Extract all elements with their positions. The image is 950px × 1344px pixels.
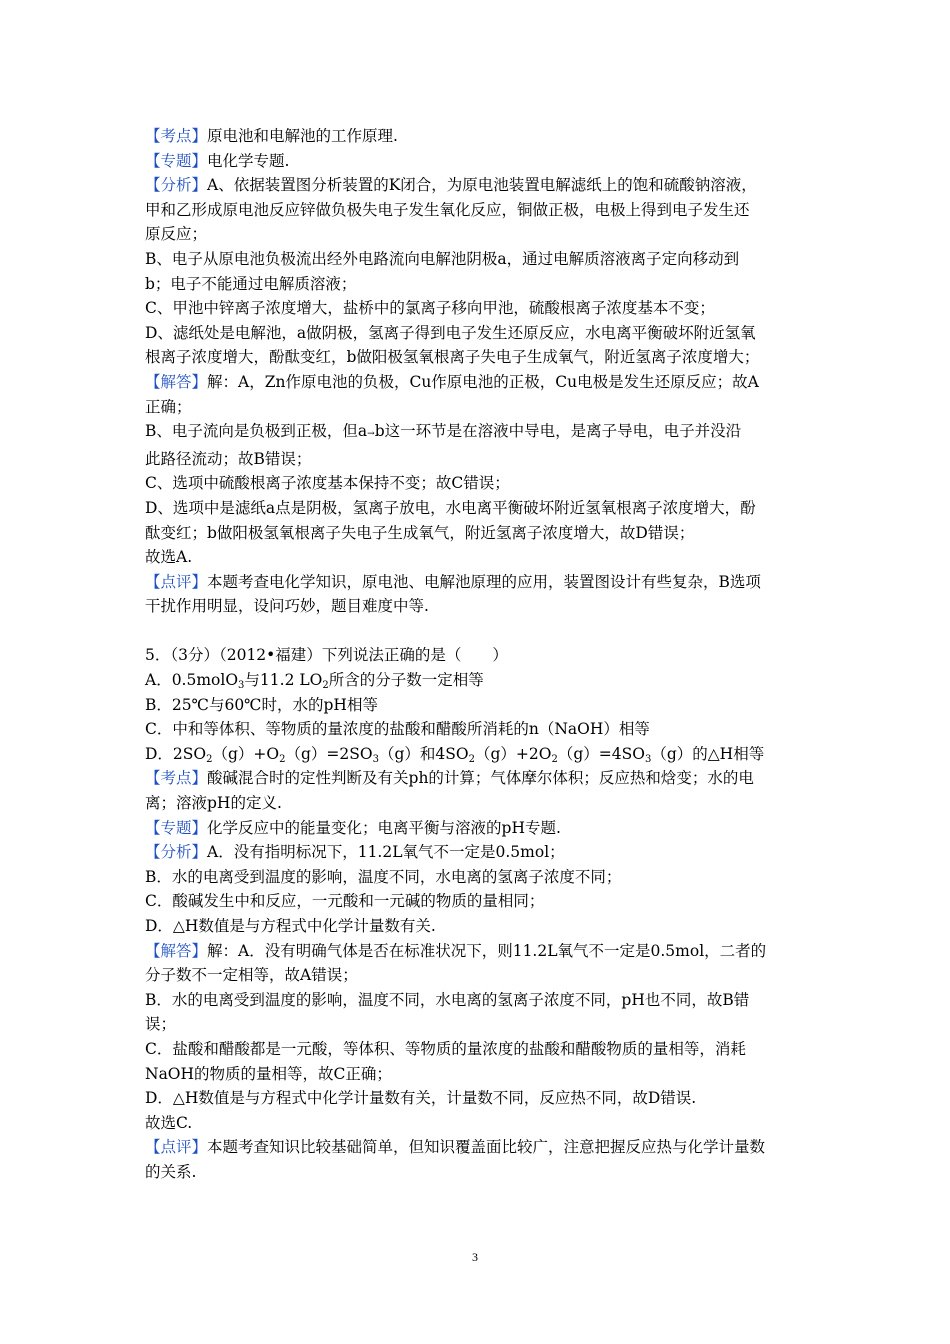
q5-option-d-sub2: 2	[279, 753, 286, 765]
q5-jieda-line-3: B．水的电离受到温度的影响，温度不同，水电离的氢离子浓度不同，pH也不同，故B错	[145, 990, 750, 1009]
q5-option-a-part2: 与11.2 LO	[244, 671, 323, 690]
q5-fenxi-line-1	[145, 840, 810, 865]
q4-fenxi-line-2: 甲和乙形成原电池反应锌做负极失电子发生氧化反应，铜做正极，电极上得到电子发生还	[145, 200, 750, 219]
dianping-tag: 【点评】	[145, 572, 208, 591]
q4-jieda-text-3a: B、电子流向是负极到正极，但a	[145, 422, 368, 441]
q5-fenxi-line-3: C．酸碱发生中和反应，一元酸和一元碱的物质的量相同；	[145, 892, 545, 911]
q4-zhuanti-text: 电化学专题.	[207, 151, 290, 170]
q5-option-d	[145, 742, 810, 767]
q5-fenxi-line-4: D．△H数值是与方程式中化学计量数有关.	[145, 917, 436, 935]
q4-jieda-line-6: D、选项中是滤纸a点是阴极，氢离子放电，水电离平衡破坏附近氢氧根离子浓度增大，酚	[145, 498, 756, 517]
arrow-glyph: →	[367, 429, 375, 440]
zhuanti-tag: 【专题】	[145, 818, 208, 837]
q4-jieda-line-3	[145, 419, 810, 447]
q4-fenxi-line-5: b；电子不能通过电解质溶液；	[145, 274, 357, 293]
page-content	[145, 124, 810, 1185]
q5-kaodian-line-1	[145, 766, 810, 791]
q5-option-d-sub3: 3	[372, 753, 379, 765]
q5-option-d-sub6: 3	[644, 753, 652, 765]
blank-line	[145, 619, 810, 644]
q4-kaodian-text: 原电池和电解池的工作原理.	[207, 127, 398, 145]
q5-option-d-part6: （g）=4SO	[557, 744, 645, 763]
q4-jieda-line-4: 此路径流动；故B错误；	[145, 449, 312, 468]
q4-jieda-line-1	[145, 370, 810, 395]
q4-dianping-text-1: 本题考查电化学知识，原电池、电解池原理的应用，装置图设计有些复杂，B选项	[207, 572, 761, 591]
q5-option-d-part5: （g）+2O	[474, 744, 552, 763]
q4-jieda-line-5: C、选项中硫酸根离子浓度基本保持不变；故C错误；	[145, 474, 510, 493]
q4-dianping-line-1	[145, 570, 810, 595]
q4-jieda-text-3b: b这一环节是在溶液中导电，是离子导电，电子并没沿	[374, 422, 742, 441]
q4-kaodian	[145, 124, 810, 149]
q5-jieda-line-2: 分子数不一定相等，故A错误；	[145, 966, 358, 985]
q5-dianping-text-1: 本题考查知识比较基础简单，但知识覆盖面比较广，注意把握反应热与化学计量数	[207, 1138, 766, 1157]
kaodian-tag: 【考点】	[145, 127, 208, 145]
q5-option-d-part7: （g）的△H相等	[651, 744, 765, 763]
q5-option-d-part1: D．2SO	[145, 744, 207, 763]
q5-jieda-line-1	[145, 939, 810, 964]
q5-fenxi-line-2: B．水的电离受到温度的影响，温度不同，水电离的氢离子浓度不同；	[145, 867, 622, 886]
fenxi-tag: 【分析】	[145, 843, 208, 862]
q4-jieda-line-7: 酞变红；b做阳极氢氧根离子失电子生成氧气，附近氢离子浓度增大，故D错误；	[145, 523, 695, 542]
q5-option-d-part3: （g）=2SO	[285, 744, 373, 763]
q4-fenxi-text-1: A、依据装置图分析装置的K闭合，为原电池装置电解滤纸上的饱和硫酸钠溶液，	[207, 176, 757, 195]
q5-title: 5．（3分）（2012•福建）下列说法正确的是（ ）	[145, 646, 508, 665]
q5-jieda-line-6: NaOH的物质的量相等，故C正确；	[145, 1064, 392, 1083]
q5-dianping-line-1	[145, 1135, 810, 1160]
q5-option-d-sub4: 2	[468, 753, 475, 765]
dianping-tag: 【点评】	[145, 1138, 208, 1157]
q4-fenxi-line-3: 原反应；	[145, 225, 208, 244]
q4-fenxi-line-7: D、滤纸处是电解池，a做阴极，氢离子得到电子发生还原反应，水电离平衡破坏附近氢氧	[145, 323, 756, 342]
q5-option-d-sub1: 2	[206, 753, 213, 765]
q5-fenxi-text-1: A．没有指明标况下，11.2L氧气不一定是0.5mol；	[207, 843, 565, 862]
q4-jieda-text-1: 解：A，Zn作原电池的负极，Cu作原电池的正极，Cu电极是发生还原反应；故A	[207, 372, 759, 391]
q5-option-a	[145, 668, 810, 693]
zhuanti-tag: 【专题】	[145, 151, 208, 170]
q5-option-a-part3: 所含的分子数一定相等	[328, 671, 484, 690]
q4-zhuanti	[145, 149, 810, 174]
q4-fenxi-line-4: B、电子从原电池负极流出经外电路流向电解池阴极a，通过电解质溶液离子定向移动到	[145, 249, 740, 268]
q5-jieda-line-5: C．盐酸和醋酸都是一元酸，等体积、等物质的量浓度的盐酸和醋酸物质的量相等，消耗	[145, 1039, 746, 1058]
q4-fenxi-line-6: C、甲池中锌离子浓度增大，盐桥中的氯离子移向甲池，硫酸根离子浓度基本不变；	[145, 299, 715, 318]
q5-zhuanti-text: 化学反应中的能量变化；电离平衡与溶液的pH专题.	[207, 818, 561, 837]
q5-option-c: C．中和等体积、等物质的量浓度的盐酸和醋酸所消耗的n（NaOH）相等	[145, 720, 650, 739]
page-number: 3	[472, 1250, 478, 1264]
q5-option-a-sub1: 3	[238, 680, 245, 692]
jieda-tag: 【解答】	[145, 941, 208, 960]
q5-jieda-line-4: 误；	[145, 1015, 177, 1034]
fenxi-tag: 【分析】	[145, 176, 208, 195]
q5-dianping-line-2: 的关系.	[145, 1162, 197, 1181]
q4-jieda-line-8: 故选A.	[145, 548, 193, 567]
q5-option-d-part2: （g）+O	[212, 744, 280, 763]
q5-jieda-line-8: 故选C.	[145, 1113, 193, 1132]
q5-kaodian-line-2: 离；溶液pH的定义.	[145, 794, 282, 813]
q5-kaodian-text-1: 酸碱混合时的定性判断及有关ph的计算；气体摩尔体积；反应热和焓变；水的电	[207, 769, 754, 788]
q4-dianping-line-2: 干扰作用明显，设问巧妙，题目难度中等.	[145, 597, 429, 616]
q4-jieda-line-2: 正确；	[145, 397, 192, 416]
q5-option-a-part1: A．0.5molO	[145, 671, 239, 690]
q5-option-b: B．25℃与60℃时，水的pH相等	[145, 695, 378, 714]
q5-option-a-sub2: 2	[322, 680, 329, 692]
q5-jieda-line-7: D．△H数值是与方程式中化学计量数有关，计量数不同，反应热不同，故D错误.	[145, 1089, 697, 1108]
q5-option-d-part4: （g）和4SO	[378, 744, 469, 763]
kaodian-tag: 【考点】	[145, 769, 208, 788]
q4-fenxi-line-8: 根离子浓度增大，酚酞变红，b做阳极氢氧根离子失电子生成氧气，附近氢离子浓度增大；	[145, 348, 760, 367]
q5-zhuanti	[145, 816, 810, 841]
jieda-tag: 【解答】	[145, 372, 208, 391]
q5-option-d-sub5: 2	[551, 753, 558, 765]
q5-jieda-text-1: 解：A．没有明确气体是否在标准状况下，则11.2L氧气不一定是0.5mol，二者的	[207, 941, 767, 960]
q4-fenxi-line-1	[145, 173, 810, 198]
